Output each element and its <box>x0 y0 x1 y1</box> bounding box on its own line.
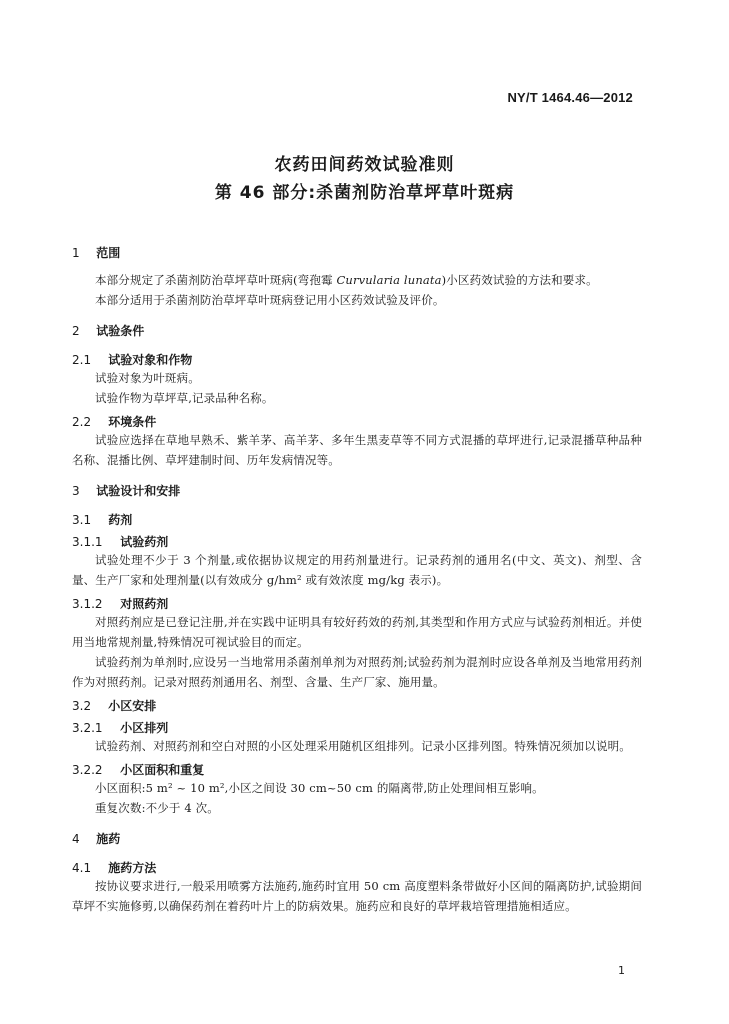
subsection-title: 小区安排 <box>108 699 157 713</box>
document-subtitle: 第 46 部分:杀菌剂防治草坪草叶斑病 <box>214 183 515 203</box>
section-title: 范围 <box>96 246 121 260</box>
paragraph-text: 本部分规定了杀菌剂防治草坪草叶斑病(弯孢霉 <box>95 273 337 287</box>
section-number: 1 <box>72 246 80 260</box>
subsubsection-title: 小区排列 <box>120 721 169 735</box>
section-heading <box>72 484 642 499</box>
subsection-number: 4.1 <box>72 861 92 875</box>
subsubsection-number: 3.2.1 <box>72 721 103 735</box>
section-title: 施药 <box>96 832 121 846</box>
subsection-heading <box>72 513 642 528</box>
subsection-heading <box>72 861 642 876</box>
subsection-title: 试验对象和作物 <box>108 353 193 367</box>
subsubsection-title: 对照药剂 <box>120 597 169 611</box>
subsubsection-heading <box>72 763 642 778</box>
subsection-number: 3.1 <box>72 513 92 527</box>
subsection-title: 药剂 <box>108 513 133 527</box>
document-title: 农药田间药效试验准则 <box>274 155 455 175</box>
subsubsection-title: 试验药剂 <box>120 535 169 549</box>
paragraph: 试验药剂为单剂时,应设另一当地常用杀菌剂单剂为对照药剂;试验药剂为混剂时应设各单剂及当地常用药剂作为对照药剂。记录对照药剂通用名、剂型、含量、生产厂家、施用量。 <box>72 655 642 689</box>
section-heading <box>72 324 642 339</box>
section-title: 试验设计和安排 <box>96 484 181 498</box>
subsubsection-number: 3.1.1 <box>72 535 103 549</box>
section-number: 3 <box>72 484 80 498</box>
paragraph: 重复次数:不少于 4 次。 <box>95 801 219 815</box>
paragraph-text: )小区药效试验的方法和要求。 <box>441 273 598 287</box>
subsection-number: 2.1 <box>72 353 92 367</box>
paragraph <box>72 270 642 290</box>
paragraph: 对照药剂应是已登记注册,并在实践中证明具有较好药效的药剂,其类型和作用方式应与试验药剂相近。并使用当地常规剂量,特殊情况可视试验目的而定。 <box>72 615 642 649</box>
paragraph: 试验对象为叶斑病。 <box>95 371 200 385</box>
paragraph: 按协议要求进行,一般采用喷雾方法施药,施药时宜用 50 cm 高度塑料条带做好小区间的隔离防护,试验期间草坪不实施修剪,以确保药剂在着药叶片上的防病效果。施药应和良好的草坪栽培管理措施相适应。 <box>72 879 642 913</box>
section-heading <box>72 832 642 847</box>
subsubsection-heading <box>72 721 642 736</box>
subsection-title: 环境条件 <box>108 415 157 429</box>
page-number: 1 <box>618 964 625 977</box>
subsection-heading <box>72 353 642 368</box>
paragraph: 本部分适用于杀菌剂防治草坪草叶斑病登记用小区药效试验及评价。 <box>95 293 445 307</box>
latin-name: Curvularia lunata <box>336 273 442 287</box>
paragraph: 试验应选择在草地早熟禾、紫羊茅、高羊茅、多年生黑麦草等不同方式混播的草坪进行,记录混播草种品种名称、混播比例、草坪建制时间、历年发病情况等。 <box>72 433 642 467</box>
section-number: 4 <box>72 832 80 846</box>
document-body <box>72 246 642 916</box>
subsection-heading <box>72 415 642 430</box>
paragraph: 试验药剂、对照药剂和空白对照的小区处理采用随机区组排列。记录小区排列图。特殊情况须加以说明。 <box>95 739 631 753</box>
paragraph: 试验作物为草坪草,记录品种名称。 <box>95 391 274 405</box>
subsubsection-number: 3.1.2 <box>72 597 103 611</box>
subsection-number: 2.2 <box>72 415 92 429</box>
subsection-heading <box>72 699 642 714</box>
subsection-title: 施药方法 <box>108 861 157 875</box>
standard-number: NY/T 1464.46—2012 <box>507 90 633 105</box>
section-heading <box>72 246 642 261</box>
section-number: 2 <box>72 324 80 338</box>
subsubsection-heading <box>72 535 642 550</box>
subsubsection-number: 3.2.2 <box>72 763 103 777</box>
subsubsection-title: 小区面积和重复 <box>120 763 205 777</box>
paragraph: 试验处理不少于 3 个剂量,或依据协议规定的用药剂量进行。记录药剂的通用名(中文、英文)、剂型、含量、生产厂家和处理剂量(以有效成分 g/hm² 或有效浓度 mg/kg 表示)。 <box>72 553 642 587</box>
subsection-number: 3.2 <box>72 699 92 713</box>
section-title: 试验条件 <box>96 324 145 338</box>
paragraph: 小区面积:5 m² ~ 10 m²,小区之间设 30 cm~50 cm 的隔离带,防止处理间相互影响。 <box>95 781 544 795</box>
subsubsection-heading <box>72 597 642 612</box>
